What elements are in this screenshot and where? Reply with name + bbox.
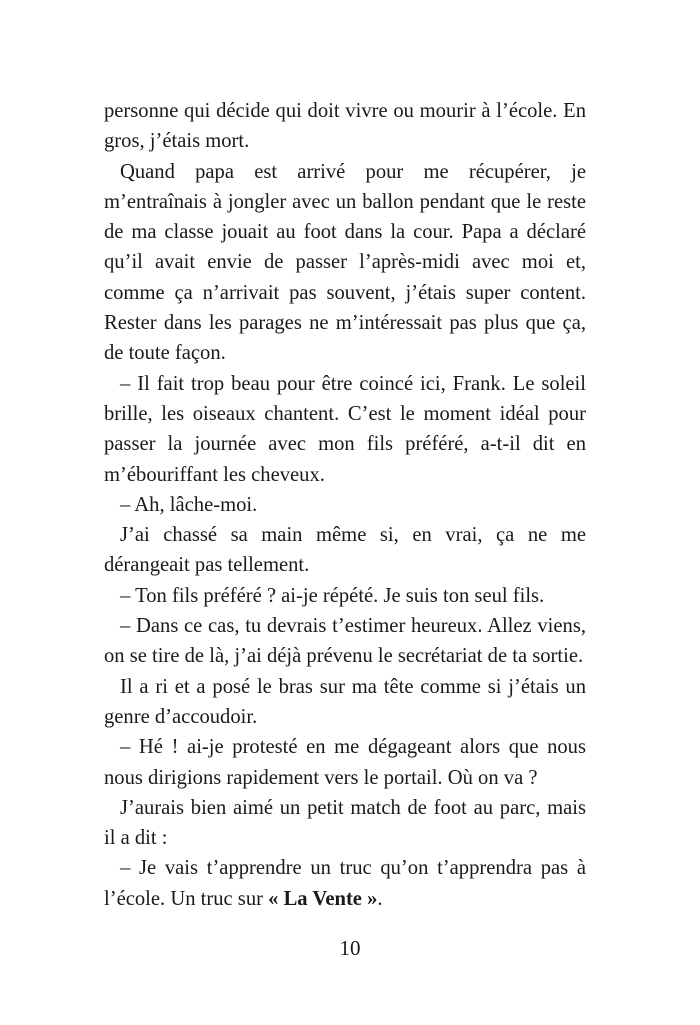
bold-term: « La Vente »	[268, 887, 378, 910]
paragraph: – Ah, lâche-moi.	[120, 493, 258, 516]
paragraph: – Dans ce cas, tu devrais t’estimer heureux. Allez viens, on se tire de là, j’ai déjà prévenu le secrétariat de ta sortie.	[104, 615, 586, 668]
paragraph: personne qui décide qui doit vivre ou mourir à l’école. En gros, j’étais mort.	[104, 100, 586, 153]
paragraph: – Ton fils préféré ? ai-je répété. Je suis ton seul fils.	[120, 584, 545, 607]
paragraph: J’ai chassé sa main même si, en vrai, ça ne me dérangeait pas tellement.	[104, 524, 586, 577]
page-number: 10	[339, 936, 361, 960]
paragraph-text-end: .	[377, 887, 383, 910]
paragraph: Quand papa est arrivé pour me récupérer, je m’entraînais à jongler avec un ballon pendant que le reste de ma classe jouait au foot dans la cour. Papa a déclaré qu’il avait envie de passer l’après-midi avec moi et, comme ça n’arrivait pas souvent, j’étais super content. Rester dans les parages ne m’intéressait pas plus que ça, de toute façon.	[104, 160, 586, 365]
paragraph: – Hé ! ai-je protesté en me dégageant alors que nous nous dirigions rapidement vers le portail. Où on va ?	[104, 736, 586, 789]
paragraph: – Il fait trop beau pour être coincé ici, Frank. Le soleil brille, les oiseaux chantent. C’est le moment idéal pour passer la journée avec mon fils préféré, a-t-il dit en m’ébouriffant les cheveux.	[104, 372, 586, 486]
paragraph: Il a ri et a posé le bras sur ma tête comme si j’étais un genre d’accoudoir.	[104, 675, 586, 728]
paragraph: J’aurais bien aimé un petit match de foot au parc, mais il a dit :	[104, 796, 586, 850]
paragraph-last	[104, 853, 586, 914]
paragraph-text: – Je vais t’apprendre un truc qu’on t’apprendra pas à l’école. Un truc sur	[104, 857, 586, 910]
body-text	[104, 96, 586, 914]
